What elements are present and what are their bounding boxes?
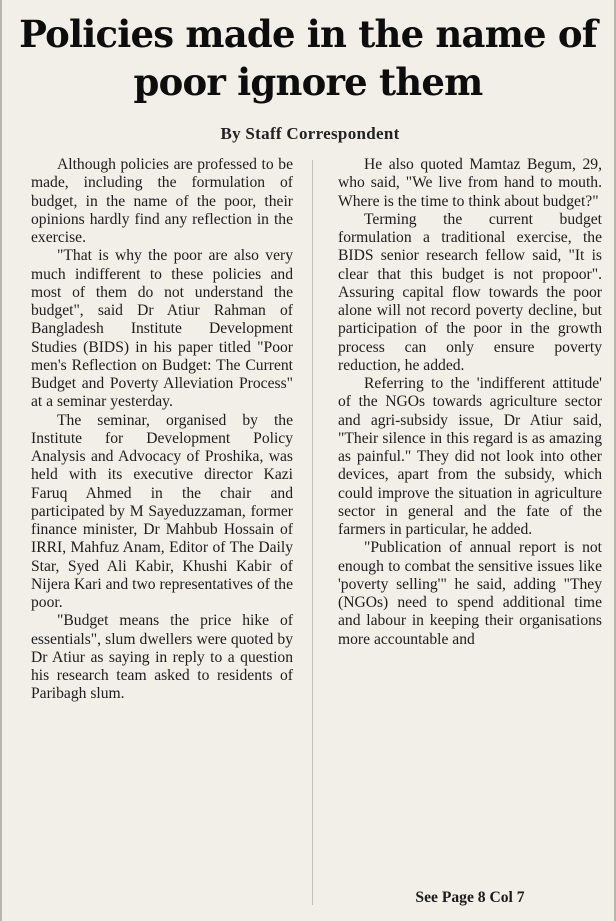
- byline: By Staff Correspondent: [220, 124, 400, 143]
- paragraph: He also quoted Mamtaz Begum, 29, who said, "We live from hand to mouth. Where is the time to think about budget?": [338, 156, 602, 210]
- paragraph: Terming the current budget formulation a traditional exercise, the BIDS senior research fellow said, "It is clear that this budget is not propoor". Assuring capital flow towards the poor alone will not record poverty decline, but participation of the poor in the growth process can only ensure poverty reduction, he added.: [338, 210, 602, 374]
- paragraph: "Budget means the price hike of essentials", slum dwellers were quoted by Dr Atiur as saying in reply to a question his research team asked to residents of Paribagh slum.: [31, 612, 293, 703]
- paragraph: "Publication of annual report is not enough to combat the sensitive issues like 'poverty selling'" he said, adding "They (NGOs) need to spend additional time and labour in keeping their organisations more accountable and: [338, 539, 602, 648]
- right-column: [338, 156, 602, 649]
- left-column: [31, 156, 293, 704]
- continuation-note: See Page 8 Col 7: [415, 889, 525, 906]
- column-divider: [312, 160, 313, 905]
- paragraph: The seminar, organised by the Institute for Development Policy Analysis and Advocacy of Proshika, was held with its executive director Kazi Faruq Ahmed in the chair and participated by M Sayeduzzaman, former finance minister, Dr Mahbub Hossain of IRRI, Mahfuz Anam, Editor of The Daily Star, Syed Ali Kabir, Khushi Kabir of Nijera Kari and two representatives of the poor.: [31, 411, 293, 611]
- paragraph: Although policies are professed to be made, including the formulation of budget, in the name of the poor, their opinions hardly find any reflection in the exercise.: [31, 156, 293, 246]
- headline: Policies made in the name of poor ignore them: [19, 12, 597, 104]
- paragraph: Referring to the 'indifferent attitude' of the NGOs towards agriculture sector and agri-subsidy issue, Dr Atiur said, "Their silence in this regard is as amazing as painful." They did not look into other devices, apart from the subsidy, which could improve the situation in agriculture sector in general and the fate of the farmers in particular, he added.: [338, 375, 602, 538]
- paragraph: "That is why the poor are also very much indifferent to these policies and most of them do not understand the budget", said Dr Atiur Rahman of Bangladesh Institute Development Studies (BIDS) in his paper titled "Poor men's Reflection on Budget: The Current Budget and Poverty Alleviation Process" at a seminar yesterday.: [31, 247, 293, 411]
